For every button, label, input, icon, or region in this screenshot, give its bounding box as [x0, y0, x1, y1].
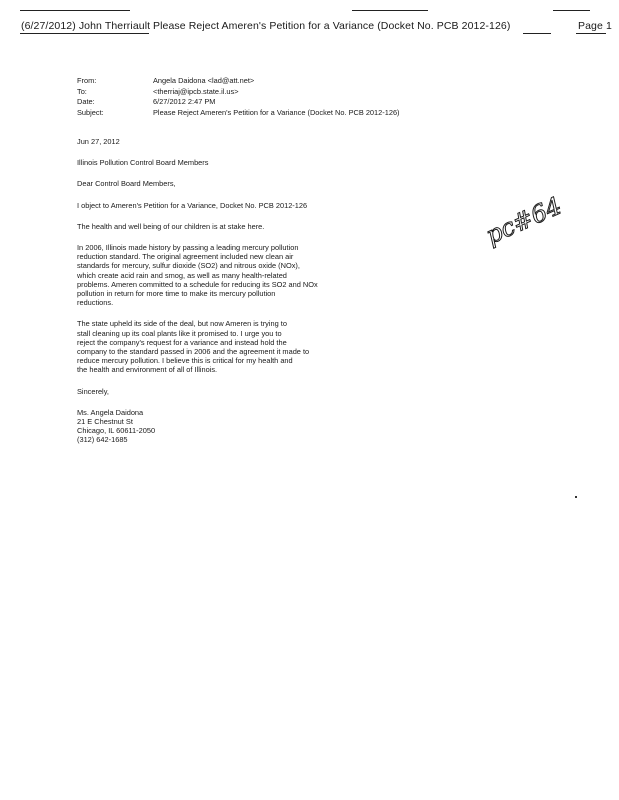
- paragraph-line: standards for mercury, sulfur dioxide (SO2) and nitrous oxide (NOx),: [77, 261, 300, 271]
- date-value: 6/27/2012 2:47 PM: [153, 97, 216, 107]
- to-label: To:: [77, 86, 87, 96]
- letter-paragraph: [77, 243, 367, 307]
- letter-date: Jun 27, 2012: [77, 137, 120, 146]
- to-value: <therriaj@ipcb.state.il.us>: [153, 86, 239, 96]
- paragraph-line: which create acid rain and smog, as well as many health-related: [77, 270, 287, 280]
- subject-label: Subject:: [77, 108, 104, 118]
- header-title: Please Reject Ameren's Petition for a Variance (Docket No. PCB 2012-126): [153, 20, 511, 32]
- header-date-author: (6/27/2012) John Therriault: [21, 20, 151, 32]
- signature-line: Ms. Angela Daidona: [77, 407, 144, 417]
- paragraph-line: reduce mercury pollution. I believe this is critical for my health and: [77, 356, 293, 366]
- paragraph-line: problems. Ameren committed to a schedule for reducing its SO2 and NOx: [77, 279, 318, 289]
- page-header: [0, 0, 619, 40]
- paragraph-line: company to the standard passed in 2006 and the agreement it made to: [77, 347, 310, 357]
- handwritten-stamp: [477, 188, 577, 258]
- header-rule: [352, 10, 428, 11]
- paragraph-line: pollution in return for more time to make its mercury pollution: [77, 289, 276, 299]
- paragraph-line: the health and environment of all of Illinois.: [77, 365, 218, 375]
- letter-body: [77, 137, 367, 457]
- paragraph-line: reductions.: [77, 298, 114, 308]
- date-label: Date:: [77, 97, 95, 107]
- letter-paragraph: The health and well being of our children is at stake here.: [77, 221, 265, 231]
- header-rule: [553, 10, 590, 11]
- letter-paragraph: I object to Ameren's Petition for a Variance, Docket No. PCB 2012-126: [77, 200, 308, 210]
- stamp-text: pc#64: [481, 191, 566, 250]
- subject-value: Please Reject Ameren's Petition for a Variance (Docket No. PCB 2012-126): [153, 108, 400, 118]
- header-rule: [576, 33, 606, 34]
- letter-salutation: Dear Control Board Members,: [77, 179, 176, 189]
- from-value: Angela Daidona <lad@att.net>: [153, 76, 255, 85]
- paragraph-line: reduction standard. The original agreement included new clean air: [77, 252, 294, 262]
- letter-paragraph: [77, 319, 367, 374]
- header-rule: [20, 33, 149, 34]
- letter-closing: Sincerely,: [77, 386, 109, 396]
- signature-line: (312) 642-1685: [77, 435, 128, 445]
- paragraph-line: In 2006, Illinois made history by passing a leading mercury pollution: [77, 243, 299, 253]
- meta-to-row: [77, 87, 400, 98]
- page-number: Page 1: [578, 20, 612, 32]
- paragraph-line: reject the company's request for a variance and instead hold the: [77, 337, 287, 347]
- meta-date-row: [77, 97, 400, 108]
- letter-addressee: Illinois Pollution Control Board Members: [77, 158, 209, 168]
- from-label: From:: [77, 76, 97, 85]
- header-rule: [20, 10, 130, 11]
- signature-block: [77, 408, 367, 445]
- paragraph-line: stall cleaning up its coal plants like it promised to. I urge you to: [77, 328, 282, 338]
- signature-line: Chicago, IL 60611-2050: [77, 426, 156, 436]
- header-rule: [523, 33, 551, 34]
- meta-from-row: [77, 76, 400, 87]
- scan-speck: [575, 496, 577, 498]
- signature-line: 21 E Chestnut St: [77, 417, 133, 427]
- paragraph-line: The state upheld its side of the deal, but now Ameren is trying to: [77, 319, 287, 329]
- meta-subject-row: [77, 108, 400, 119]
- email-meta: [77, 76, 400, 119]
